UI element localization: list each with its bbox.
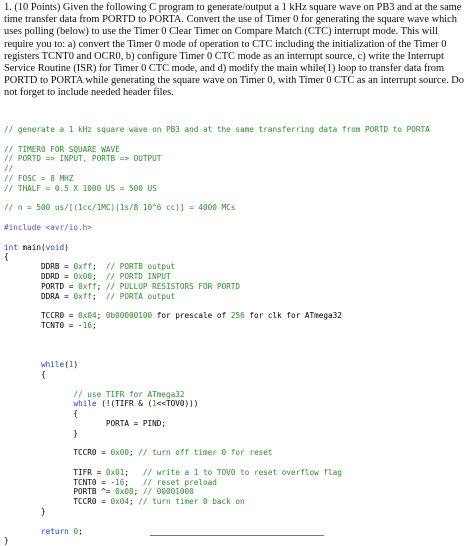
code-line: [4, 517, 470, 527]
question-line: time transfer data from PORTD to PORTA. Convert the use of Timer 0 for generating the square wave which: [4, 14, 457, 26]
code-line: // FOSC = 8 MHZ: [4, 173, 74, 183]
code-line: DDRA = 0xff; // PORTA output: [4, 291, 176, 301]
question-line: uses polling (below) to use the Timer 0 Clear Timer on Compare Match (CTC) interrupt mode. This will: [4, 26, 438, 38]
code-line: [4, 331, 470, 341]
question-line: registers TCNT0 and OCR0, b) configure Timer 0 CTC mode as an interrupt source, c) write the Interrupt: [4, 50, 444, 62]
question-line: not forget to include needed header files.: [4, 87, 174, 99]
question-text: [4, 2, 470, 100]
code-line: TCCR0 = 0x04; // turn timer 0 back on: [4, 497, 245, 507]
code-line: PORTA = PIND;: [4, 418, 166, 428]
code-line: //: [4, 164, 14, 174]
answer-line: [150, 535, 324, 536]
code-line: return 0;: [41, 526, 83, 536]
code-line: }: [4, 536, 9, 546]
question-line: Service Routine (ISR) for Timer 0 CTC mode, and d) modify the main while(1) loop to transfer data from: [4, 63, 445, 75]
code-line: [4, 380, 470, 390]
code-line: TCCR0 = 0x04; 0b00000100 for prescale of 256 for clk for ATmega32: [4, 311, 342, 321]
code-line: #include <avr/io.h>: [4, 222, 92, 232]
code-line: // TIMER0 FOR SQUARE WAVE: [4, 144, 120, 154]
code-line: // THALF = 0.5 X 1000 US = 500 US: [4, 183, 157, 193]
question-line: PORTD to PORTA while generating the square wave on Timer 0, with Timer 0 CTC as an interrupt source. Do: [4, 75, 464, 87]
code-line: [4, 135, 470, 145]
code-line: TCNT0 = -16;: [4, 320, 97, 330]
code-line: [4, 301, 470, 311]
code-line: // use TIFR for ATmega32: [4, 389, 185, 399]
code-line: }: [4, 428, 79, 438]
code-line: [4, 350, 470, 360]
code-line: // PORTD => INPUT, PORTB => OUTPUT: [4, 154, 162, 164]
code-line: {: [4, 252, 9, 262]
code-line: [4, 233, 470, 243]
code-line: TIFR = 0x01; // write a 1 to TOV0 to reset overflow flag: [4, 467, 342, 477]
code-line: PORTD = 0xff; // PULLUP RESISTORS FOR PORTD: [4, 281, 241, 291]
code-line: TCCR0 = 0x00; // turn off timer 0 for reset: [4, 448, 273, 458]
code-line: PORTB ^= 0x08; // 00001000: [4, 487, 194, 497]
code-line: DDRD = 0x00; // PORTD INPUT: [4, 271, 171, 281]
code-line: while (!(TIFR & (1<<TOV0))): [73, 399, 199, 409]
code-line: TCNT0 = -16; // reset preload: [4, 477, 217, 487]
code-line: {: [4, 369, 46, 379]
code-line: // n = 500 us/[(1cc/1MC)(1s/8 10^6 cc)] = 4000 MCs: [4, 203, 236, 213]
code-line: int main(void): [4, 242, 69, 252]
code-listing: [4, 125, 470, 546]
code-line: [4, 213, 470, 223]
code-line: }: [4, 507, 46, 517]
code-line: [4, 439, 470, 449]
question-line: 1. (10 Points) Given the following C program to generate/output a 1 kHz square wave on PB3 and at the same: [4, 2, 462, 13]
code-line: // generate a 1 kHz square wave on PB3 and at the same transferring data from PORTD to PORTA: [4, 125, 430, 134]
code-line: [4, 458, 470, 468]
code-line: [4, 194, 470, 204]
code-line: [4, 341, 470, 351]
question-line: require you to: a) convert the Timer 0 mode of operation to CTC including the initialization of the Timer 0: [4, 38, 447, 50]
code-line: {: [4, 409, 79, 419]
code-line: DDRB = 0xff; // PORTB output: [4, 262, 176, 272]
code-line: while(1): [41, 360, 79, 370]
